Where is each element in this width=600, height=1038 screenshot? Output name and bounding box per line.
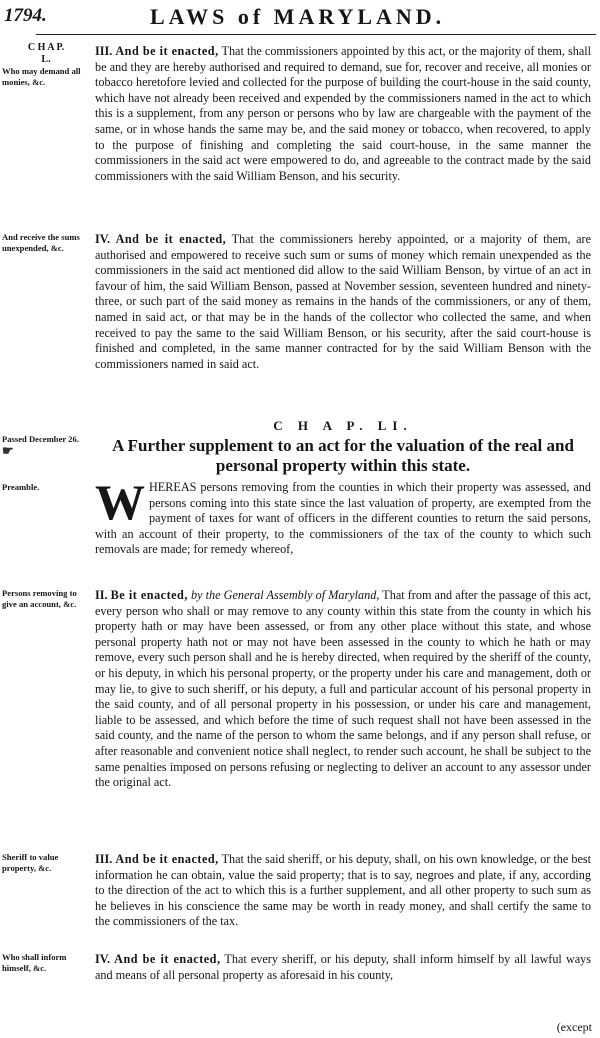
preamble [95,474,591,558]
running-header [0,1,600,41]
section-italic-clause: by the General Assembly of Maryland, [191,588,380,602]
drop-cap: W [95,474,145,530]
section-3 [95,44,591,184]
margin-note-passed [2,434,90,458]
section-text: That the said sheriff, or his deputy, shall, on his own knowledge, or the best information he can obtain, value the said property; that is to say, negroes and plate, if any, according to the direction of the act to which this is a further supplement, and all other property to such sum as he believes in his conscience the same may be worth in ready money, and shall certify the same to the commissioners of the tax. [95,852,592,929]
chapter-heading: C H A P. LI. [273,418,413,433]
section-number: IV. [95,232,111,246]
section-number: III. [95,44,113,58]
section-number: IV. [95,952,111,966]
section-enacting-clause: And be it enacted, [115,852,219,866]
margin-note-receive: And receive the sums unexpended, &c. [2,232,80,253]
section-text: That from and after the passage of this act, every person who shall or may remove to any county within this state from the county in which his property hath or may have been assessed, or from any other place without this state, and whose personal property hath not or may not have been assessed in the county to which he hath or may remove, every such person shall and he is hereby directed, when required by the sheriff of the county, or his deputy, in which his personal property, or the property under his care and management, doth or may lie, to give to such sheriff, or his deputy, a full and particular account of his personal property in the said county, and of all personal property in his possession, or under his care and management, liable to be assessed, and which before the time of such request shall not have been assessed in the said county, and the name of the person to whom the same belongs, and if any person shall refuse, or after reasonable and convenient notice shall neglect, to render such account, he shall be subject to the same penalties imposed on persons refusing or neglecting to deliver an account to any assessor under the original act. [95,588,592,790]
page-title: LAWS of MARYLAND. [150,4,446,29]
section-3-chap-51 [95,852,591,930]
section-2 [95,588,591,791]
margin-note-preamble: Preamble. [2,482,40,492]
chapter-title: A Further supplement to an act for the valuation of the real and personal property within this state. [112,436,574,475]
page-year: 1794. [4,5,47,26]
margin-chap-number: L. [41,54,51,65]
section-4 [95,232,591,372]
section-enacting-clause: And be it enacted, [114,952,221,966]
margin-note-persons-removing: Persons removing to give an account, &c. [2,588,77,609]
section-enacting-clause: And be it enacted, [115,44,219,58]
section-enacting-clause: And be it enacted, [115,232,227,246]
catchword: (except [556,1020,592,1034]
section-text: That every sheriff, or his deputy, shall inform himself by all lawful ways and means of all personal property as aforesaid in his county, [95,952,591,982]
manicule-icon: ☛ [2,443,14,458]
section-text: That the commissioners hereby appointed, or a majority of them, are authorised and empowered to receive such sum or sums of money which remain unexpended as the commissioners in the said act mentioned did allow to the said William Benson, by virtue of an act in favour of him, the said William Benson, passed at November session, seventeen hundred and ninety-three, or such part of the said money as remains in the hands of the commissioners, or any of them, named in said act, or that may be in the hands of the collector who collected the same, and when received to pay the same to the said William Benson, or his security, after the said court-house is finished and completed, in the same manner contracted for by the said William Benson with the commissioners named in said act. [95,232,592,371]
section-4-chap-51 [95,952,591,983]
margin-note-chap [2,42,90,88]
section-number: II. [95,588,108,602]
margin-note-passed-text: Passed December 26. [2,434,79,444]
section-text: That the commissioners appointed by this act, or the majority of them, shall be and they are hereby authorised and required to demand, sue for, recover and receive, all monies or tobacco heretofore levied and collected for the purpose of building the court-house in the said county, which have not already been received and expended by the commissioners named in the act to which this is a supplement, from any person or persons who by law are chargeable with the payment of the same, or in whose hands the same may be, and the said money or tobacco, when recovered, to apply to the purpose of finishing and completing the said court-house, in the same manner the commissioners in the said act were empowered to do, and agreeable to the contract made by the said commissioners with the said William Benson, and his security. [95,44,592,183]
margin-note-sheriff: Sheriff to value property, &c. [2,852,59,873]
header-rule [36,34,596,35]
preamble-text: HEREAS persons removing from the counties in which their property was assessed, and persons coming into this state since the last valuation of property, are exempted from the payment of taxes for want of officers in the different counties to return the said persons, with an account of their property, to the commissioners of the tax of the county to which such removals are made; for remedy whereof, [95,480,591,557]
margin-note-demand: Who may demand all monies, &c. [2,66,81,87]
section-number: III. [95,852,113,866]
margin-note-inform: Who shall inform himself, &c. [2,952,67,973]
margin-chap-label: C H A P. [27,42,65,53]
section-enacting-clause: Be it enacted, [110,588,188,602]
